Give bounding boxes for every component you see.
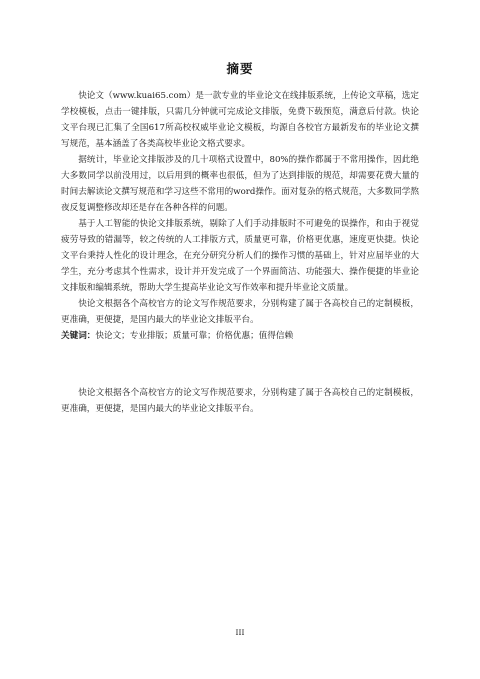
abstract-paragraph-3: 基于人工智能的快论文排版系统，剔除了人们手动排版时不可避免的误操作，和由于视觉疲劳导致的错漏等，较之传统的人工排版方式，质量更可靠，价格更优惠，速度更快捷。快论文平台秉持人性化的设计理念，在充分研究分析人们的操作习惯的基础上，针对应届毕业的大学生，充分考虑其个性需求，设计并开发完成了一个界面简洁、功能强大、操作便捷的毕业论文排版和编辑系统，帮助大学生提高毕业论文写作效率和提升毕业论文质量。 [61,219,419,293]
keywords-line [61,328,419,344]
abstract-title: 摘要 [226,61,254,76]
abstract-paragraph-1: 快论文（www.kuai65.com）是一款专业的毕业论文在线排版系统，上传论文草稿，选定学校模板，点击一键排版，只需几分钟就可完成论文排版，免费下载预览，满意后付款。快论文平台现已汇集了全国617所高校权威毕业论文模板，均源自各校官方最新发布的毕业论文撰写规范，基本涵盖了各类高校毕业论文格式要求。 [61,91,419,149]
page-number: III [235,628,245,637]
abstract-paragraph-4: 快论文根据各个高校官方的论文写作规范要求，分别构建了属于各高校自己的定制模板，更准确，更便捷，是国内最大的毕业论文排版平台。 [61,299,419,325]
abstract-body [61,88,419,344]
keywords-text: 快论文；专业排版；质量可靠；价格优惠；值得信赖 [95,331,294,341]
abstract-paragraph-2: 据统计，毕业论文排版涉及的几十项格式设置中，80%的操作都属于不常用操作，因此绝大多数同学以前没用过，以后用到的概率也很低，但为了达到排版的规范，却需要花费大量的时间去解读论文撰写规范和学习这些不常用的word操作。面对复杂的格式规范，大多数同学熬夜反复调整修改却还是存在各种各样的问题。 [61,155,419,213]
abstract-paragraph-5: 快论文根据各个高校官方的论文写作规范要求，分别构建了属于各高校自己的定制模板，更准确，更便捷，是国内最大的毕业论文排版平台。 [61,388,419,414]
keywords-label: 关键词： [61,331,96,341]
